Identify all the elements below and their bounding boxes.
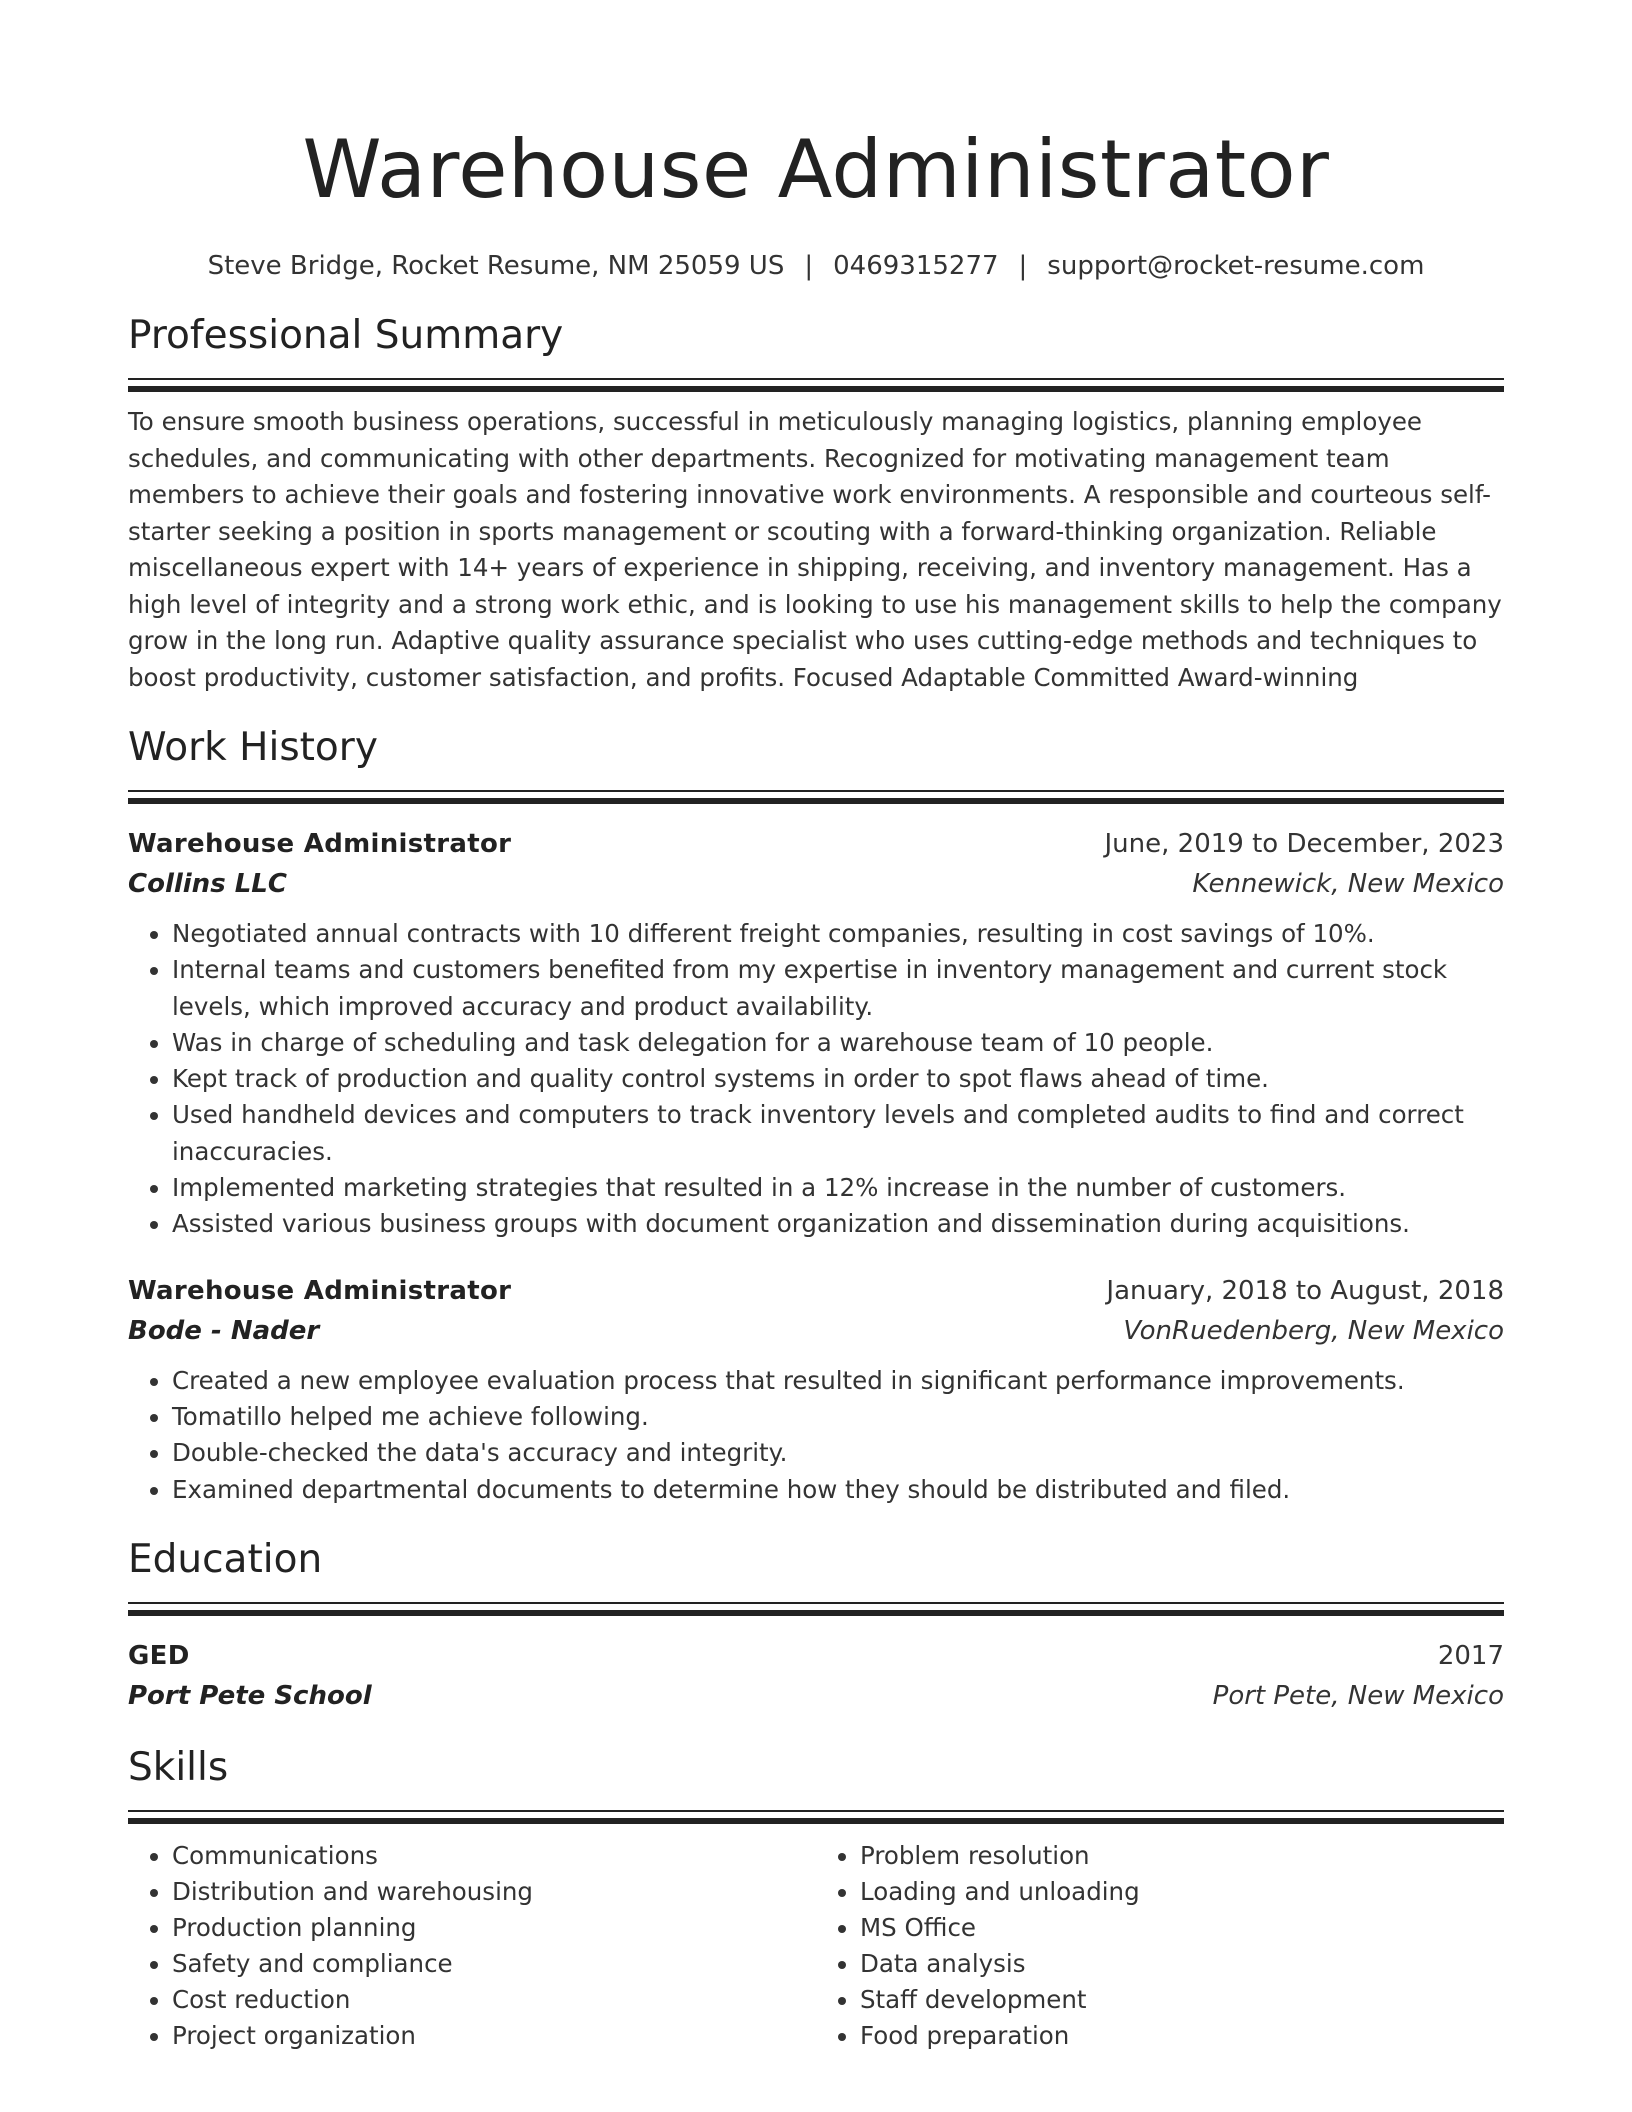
- contact-separator: |: [804, 251, 814, 281]
- education-location: Port Pete, New Mexico: [1212, 1680, 1504, 1711]
- job-header: [128, 1271, 1504, 1311]
- skills-list-left: [128, 1838, 816, 2054]
- skills-heading: Skills: [128, 1744, 229, 1790]
- list-item: • Double-checked the data's accuracy and integrity.: [172, 1435, 1504, 1471]
- list-item: • Tomatillo helped me achieve following.: [172, 1399, 1504, 1435]
- list-item: • MS Office: [860, 1910, 1504, 1946]
- resume-name: Warehouse Administrator: [302, 123, 1330, 216]
- job-header: [128, 824, 1504, 864]
- contact-email: support@rocket-resume.com: [1047, 251, 1425, 281]
- job-subheader: [128, 1311, 1504, 1351]
- skills-section: [128, 1744, 1504, 2054]
- job-dates: January, 2018 to August, 2018: [1106, 1275, 1504, 1306]
- summary-text: To ensure smooth business operations, successful in meticulously managing logistics, planning employee schedules, and communicating with other departments. Recognized for motivating management team members to achieve their goals and fostering innovative work environments. A responsible and courteous self-starter seeking a position in sports management or scouting with a forward-thinking organization. Reliable miscellaneous expert with 14+ years of experience in shipping, receiving, and inventory management. Has a high level of integrity and a strong work ethic, and is looking to use his management skills to help the company grow in the long run. Adaptive quality assurance specialist who uses cutting-edge methods and techniques to boost productivity, customer satisfaction, and profits. Focused Adaptable Committed Award-winning: [128, 407, 1502, 692]
- list-item: • Assisted various business groups with document organization and dissemination during acquisitions.: [172, 1206, 1504, 1242]
- list-item: • Communications: [172, 1838, 816, 1874]
- education-section: [128, 1536, 1504, 1716]
- job-location: VonRuedenberg, New Mexico: [1123, 1315, 1504, 1346]
- summary-heading: Professional Summary: [128, 313, 564, 358]
- job-subheader: [128, 864, 1504, 904]
- list-item: • Used handheld devices and computers to track inventory levels and completed audits to find and correct inaccuracies.: [172, 1097, 1504, 1170]
- section-rule: [128, 790, 1504, 804]
- education-entry: [128, 1636, 1504, 1716]
- job-entry: [128, 824, 1504, 1243]
- job-location: Kennewick, New Mexico: [1192, 869, 1504, 899]
- job-dates: June, 2019 to December, 2023: [1104, 829, 1504, 859]
- list-item: • Data analysis: [860, 1946, 1504, 1982]
- summary-section: [128, 312, 1504, 696]
- list-item: • Safety and compliance: [172, 1946, 816, 1982]
- list-item: • Loading and unloading: [860, 1874, 1504, 1910]
- job-bullets: [128, 916, 1504, 1243]
- list-item: • Staff development: [860, 1982, 1504, 2018]
- skills-columns: [128, 1838, 1504, 2054]
- list-item: • Project organization: [172, 2018, 816, 2054]
- list-item: • Production planning: [172, 1910, 816, 1946]
- list-item: • Distribution and warehousing: [172, 1874, 816, 1910]
- list-item: • Cost reduction: [172, 1982, 816, 2018]
- list-item: • Examined departmental documents to determine how they should be distributed and filed.: [172, 1472, 1504, 1508]
- contact-phone: 0469315277: [833, 251, 999, 281]
- list-item: • Created a new employee evaluation process that resulted in significant performance improvements.: [172, 1363, 1504, 1399]
- contact-separator: |: [1018, 251, 1028, 281]
- list-item: • Kept track of production and quality control systems in order to spot flaws ahead of time.: [172, 1061, 1504, 1097]
- list-item: • Food preparation: [860, 2018, 1504, 2054]
- list-item: • Internal teams and customers benefited from my expertise in inventory management and current stock levels, which improved accuracy and product availability.: [172, 952, 1504, 1025]
- list-item: • Negotiated annual contracts with 10 different freight companies, resulting in cost savings of 10%.: [172, 916, 1504, 952]
- skills-list-right: [816, 1838, 1504, 2054]
- education-subheader: [128, 1676, 1504, 1716]
- education-degree: GED: [128, 1640, 190, 1671]
- education-header: [128, 1636, 1504, 1676]
- job-company: Bode - Nader: [128, 1315, 320, 1346]
- contact-address: Steve Bridge, Rocket Resume, NM 25059 US: [207, 251, 785, 281]
- job-title: Warehouse Administrator: [128, 1275, 512, 1306]
- section-rule: [128, 1602, 1504, 1616]
- work-history-heading: Work History: [128, 725, 378, 770]
- job-company: Collins LLC: [128, 869, 287, 899]
- section-rule: [128, 378, 1504, 392]
- education-school: Port Pete School: [128, 1680, 372, 1711]
- list-item: • Was in charge of scheduling and task delegation for a warehouse team of 10 people.: [172, 1025, 1504, 1061]
- list-item: • Implemented marketing strategies that resulted in a 12% increase in the number of customers.: [172, 1170, 1504, 1206]
- education-heading: Education: [128, 1536, 323, 1582]
- job-entry: [128, 1271, 1504, 1508]
- education-year: 2017: [1437, 1640, 1504, 1671]
- job-title: Warehouse Administrator: [128, 829, 512, 859]
- section-rule: [128, 1810, 1504, 1824]
- list-item: • Problem resolution: [860, 1838, 1504, 1874]
- work-history-section: [128, 724, 1504, 1508]
- job-bullets: [128, 1363, 1504, 1508]
- contact-line: [128, 248, 1504, 284]
